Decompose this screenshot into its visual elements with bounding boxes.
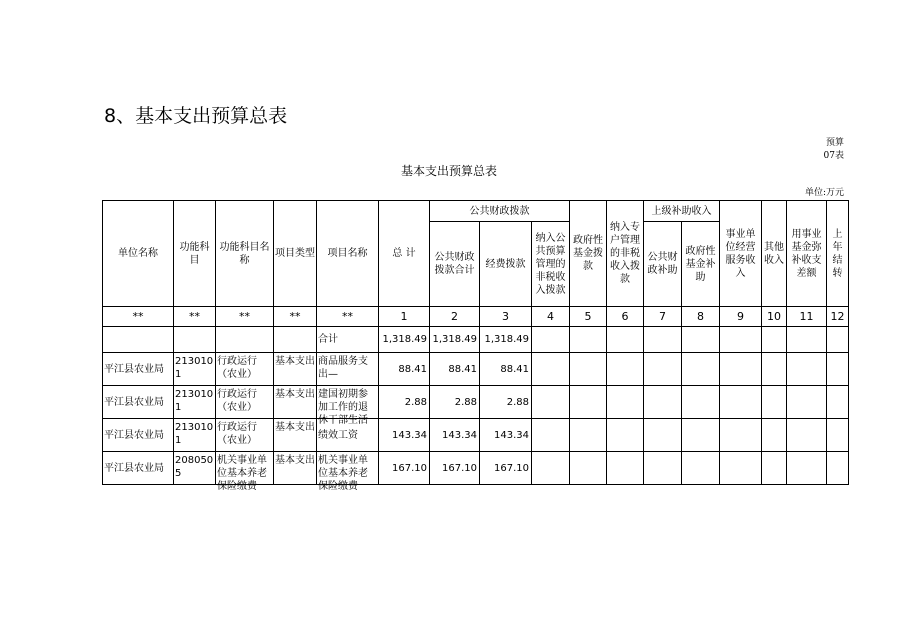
cell-unit: 平江县农业局: [103, 452, 174, 485]
cell-pf-total: 2.88: [430, 386, 480, 419]
cell-code: 2130101: [175, 356, 214, 380]
header-business: 事业单位经营服务收入: [720, 201, 762, 307]
cell-pf-funding: 167.10: [480, 452, 532, 485]
header-pf-total: 公共财政拨款合计: [430, 222, 480, 307]
header-pf-funding: 经费拨款: [480, 222, 532, 307]
index-cell: **: [274, 307, 317, 327]
budget-table: [102, 200, 849, 492]
header-fund-make-up: 用事业基金弥补收支差额: [787, 201, 827, 307]
table-row: [103, 452, 849, 485]
header-pf-nontax: 纳入公共预算管理的非税收入拨款: [532, 222, 570, 307]
total-pf-funding: 1,318.49: [480, 327, 532, 353]
cell-project: 商品服务支出—: [318, 356, 368, 380]
section-title: 8、基本支出预算总表: [104, 105, 288, 127]
cell-func-name: 行政运行（农业）: [217, 356, 257, 380]
index-cell: 11: [787, 307, 827, 327]
cell-pf-total: 143.34: [430, 419, 480, 452]
header-sup-public: 公共财政补助: [644, 222, 682, 307]
cell-unit: 平江县农业局: [103, 353, 174, 386]
header-carryover: 上年结转: [827, 201, 849, 307]
cell-pf-total: 167.10: [430, 452, 480, 485]
header-func-code: 功能科目: [174, 201, 216, 307]
cell-total: 143.34: [379, 419, 430, 452]
index-cell: **: [103, 307, 174, 327]
index-cell: 7: [644, 307, 682, 327]
cell-type: 基本支出: [275, 422, 315, 433]
total-label: 合计: [317, 327, 379, 353]
cell-unit: 平江县农业局: [103, 386, 174, 419]
total-total: 1,318.49: [379, 327, 430, 353]
header-proj-name: 项目名称: [317, 201, 379, 307]
cell-type: 基本支出: [275, 455, 315, 466]
header-superior: 上级补助收入: [644, 201, 720, 222]
index-cell: **: [317, 307, 379, 327]
total-row: [103, 327, 849, 353]
index-cell: 6: [607, 307, 644, 327]
index-cell: 4: [532, 307, 570, 327]
header-row-1: [103, 201, 849, 222]
cell-pf-total: 88.41: [430, 353, 480, 386]
index-cell: 2: [430, 307, 480, 327]
cell-pf-funding: 2.88: [480, 386, 532, 419]
index-cell: 9: [720, 307, 762, 327]
cell-type: 基本支出: [275, 389, 315, 400]
cell-total: 88.41: [379, 353, 430, 386]
header-other: 其他收入: [762, 201, 787, 307]
header-special-nontax: 纳入专户管理的非税收入拨款: [607, 201, 644, 307]
cell-unit: 平江县农业局: [103, 419, 174, 452]
table-row: [103, 386, 849, 419]
cell-pf-funding: 143.34: [480, 419, 532, 452]
cell-project: 绩效工资: [317, 419, 379, 452]
unit-label: 单位:万元: [804, 188, 844, 198]
header-func-name: 功能科目名称: [216, 201, 274, 307]
table-row: [103, 353, 849, 386]
cell-func-name: 行政运行（农业）: [217, 422, 257, 446]
header-gov-fund: 政府性基金拨款: [570, 201, 607, 307]
cell-total: 2.88: [379, 386, 430, 419]
cell-type: 基本支出: [275, 356, 315, 367]
cell-func-name: 机关事业单位基本养老保险缴费: [217, 455, 267, 492]
cell-code: 2130101: [175, 389, 214, 413]
header-unit-name: 单位名称: [103, 201, 174, 307]
total-pf-total: 1,318.49: [430, 327, 480, 353]
header-total: 总 计: [379, 201, 430, 307]
index-cell: **: [174, 307, 216, 327]
form-code: [824, 137, 844, 163]
table-title: 基本支出预算总表: [400, 164, 497, 178]
form-code-line-1: 预算: [825, 138, 844, 148]
index-cell: 1: [379, 307, 430, 327]
cell-pf-funding: 88.41: [480, 353, 532, 386]
index-cell: **: [216, 307, 274, 327]
form-code-line-2: 07表: [823, 151, 844, 161]
cell-project: 建国初期参加工作的退休干部生活: [318, 389, 368, 426]
index-cell: 5: [570, 307, 607, 327]
index-cell: 8: [682, 307, 720, 327]
index-cell: 3: [480, 307, 532, 327]
index-cell: 12: [827, 307, 849, 327]
cell-code: 2080505: [175, 455, 214, 479]
cell-project: 机关事业单位基本养老保险缴费: [318, 455, 368, 492]
header-public-finance: 公共财政拨款: [430, 201, 570, 222]
cell-total: 167.10: [379, 452, 430, 485]
cell-func-name: 行政运行（农业）: [217, 389, 257, 413]
header-sup-gov: 政府性基金补助: [682, 222, 720, 307]
index-row: [103, 307, 849, 327]
cell-code: 2130101: [175, 422, 214, 446]
index-cell: 10: [762, 307, 787, 327]
table-row: [103, 419, 849, 452]
header-proj-type: 项目类型: [274, 201, 317, 307]
